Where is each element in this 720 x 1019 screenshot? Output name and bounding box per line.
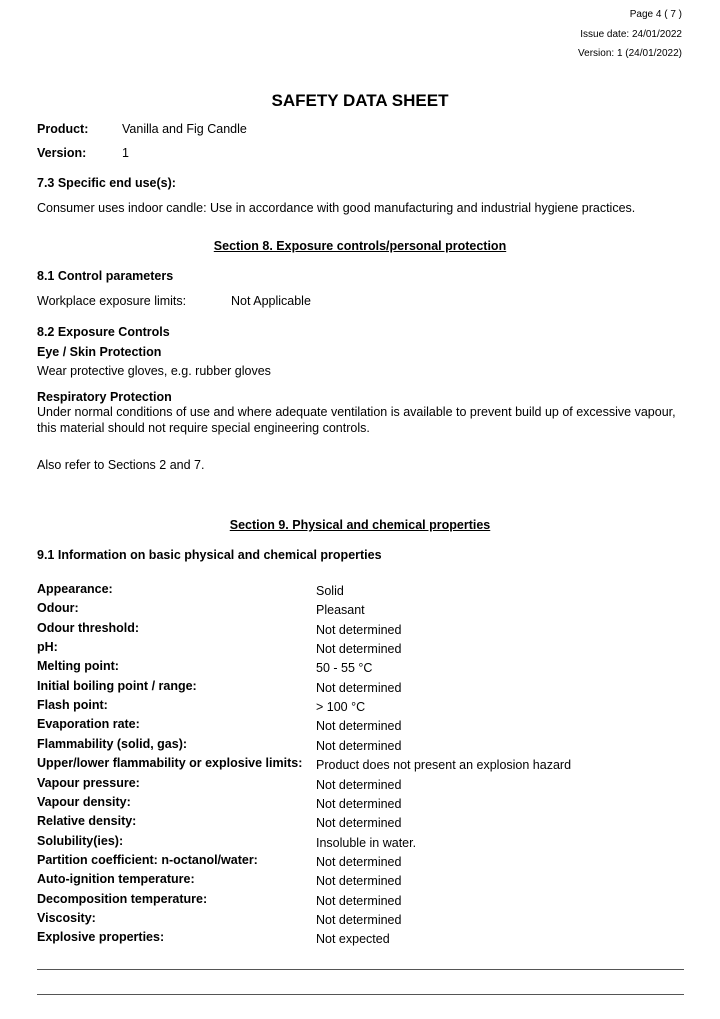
issue-date: Issue date: 24/01/2022 [580, 29, 682, 40]
eye-skin-text: Wear protective gloves, e.g. rubber gloves [37, 364, 271, 378]
property-row [37, 911, 687, 930]
property-label: Odour: [37, 601, 79, 616]
property-row [37, 737, 687, 756]
property-label: Vapour density: [37, 794, 131, 809]
property-value: Pleasant [316, 603, 365, 618]
document-title: SAFETY DATA SHEET [271, 91, 449, 110]
property-row [37, 640, 687, 659]
property-value: > 100 °C [316, 700, 366, 715]
property-value: Insoluble in water. [316, 835, 417, 850]
property-label: Vapour pressure: [37, 775, 140, 790]
property-label: pH: [37, 640, 58, 655]
property-row [37, 795, 687, 814]
version-value: 1 [122, 146, 129, 160]
property-label: Melting point: [37, 659, 119, 674]
property-value: Not determined [316, 854, 402, 869]
property-value: Solid [316, 584, 344, 598]
property-value: Not determined [316, 874, 402, 889]
exposure-controls-heading: 8.2 Exposure Controls [37, 325, 170, 339]
property-label: Upper/lower flammability or explosive limits: [37, 756, 303, 771]
specific-end-use-heading: 7.3 Specific end use(s): [37, 176, 176, 190]
property-label: Relative density: [37, 814, 137, 829]
control-parameters-heading: 8.1 Control parameters [37, 269, 174, 283]
property-row [37, 853, 687, 872]
property-row [37, 814, 687, 833]
property-label: Viscosity: [37, 910, 96, 925]
property-value: Product does not present an explosion hazard [316, 758, 572, 773]
specific-end-use-text: Consumer uses indoor candle: Use in accordance with good manufacturing and industrial hygiene practices. [37, 201, 636, 215]
property-value: 50 - 55 °C [316, 661, 373, 676]
property-value: Not determined [316, 893, 402, 908]
version-date: Version: 1 (24/01/2022) [578, 48, 682, 59]
property-label: Appearance: [37, 582, 113, 596]
version-label: Version: [37, 146, 87, 160]
footer-divider-bottom [37, 994, 684, 995]
section-9-title: Section 9. Physical and chemical properties [229, 518, 491, 532]
property-row [37, 756, 687, 775]
property-value: Not determined [316, 912, 402, 927]
property-value: Not determined [316, 816, 402, 831]
property-label: Odour threshold: [37, 620, 140, 635]
property-row [37, 621, 687, 640]
property-label: Flash point: [37, 698, 108, 713]
property-value: Not determined [316, 719, 402, 734]
respiratory-text: Under normal conditions of use and where adequate ventilation is available to prevent build up of excessive vapour, this material should not require special engineering controls. [37, 405, 676, 435]
property-label: Auto-ignition temperature: [37, 872, 195, 887]
property-row [37, 834, 687, 853]
property-row [37, 930, 687, 949]
product-label: Product: [37, 122, 89, 136]
property-label: Flammability (solid, gas): [37, 736, 188, 751]
eye-skin-heading: Eye / Skin Protection [37, 345, 162, 359]
workplace-exposure-value: Not Applicable [231, 294, 311, 308]
refer-sections-text: Also refer to Sections 2 and 7. [37, 458, 205, 472]
property-row [37, 872, 687, 891]
workplace-exposure-label: Workplace exposure limits: [37, 294, 187, 308]
property-value: Not determined [316, 642, 402, 657]
property-row [37, 892, 687, 911]
property-value: Not expected [316, 932, 390, 947]
basic-properties-heading: 9.1 Information on basic physical and chemical properties [37, 548, 382, 562]
property-label: Solubility(ies): [37, 833, 124, 848]
property-row [37, 776, 687, 795]
property-label: Initial boiling point / range: [37, 678, 197, 693]
property-row [37, 679, 687, 698]
property-value: Not determined [316, 738, 402, 753]
property-row [37, 601, 687, 620]
property-label: Partition coefficient: n-octanol/water: [37, 852, 258, 867]
property-row [37, 582, 687, 601]
property-value: Not determined [316, 796, 402, 811]
section-8-title: Section 8. Exposure controls/personal protection [213, 239, 507, 253]
property-row [37, 659, 687, 678]
property-value: Not determined [316, 777, 402, 792]
product-value: Vanilla and Fig Candle [122, 122, 247, 136]
property-row [37, 698, 687, 717]
property-label: Decomposition temperature: [37, 891, 208, 906]
property-label: Explosive properties: [37, 930, 165, 945]
footer-divider-top [37, 969, 684, 970]
respiratory-heading: Respiratory Protection [37, 390, 172, 404]
page-number: Page 4 ( 7 ) [629, 9, 682, 20]
property-label: Evaporation rate: [37, 717, 140, 732]
property-value: Not determined [316, 680, 402, 695]
property-row [37, 717, 687, 736]
property-value: Not determined [316, 622, 402, 637]
